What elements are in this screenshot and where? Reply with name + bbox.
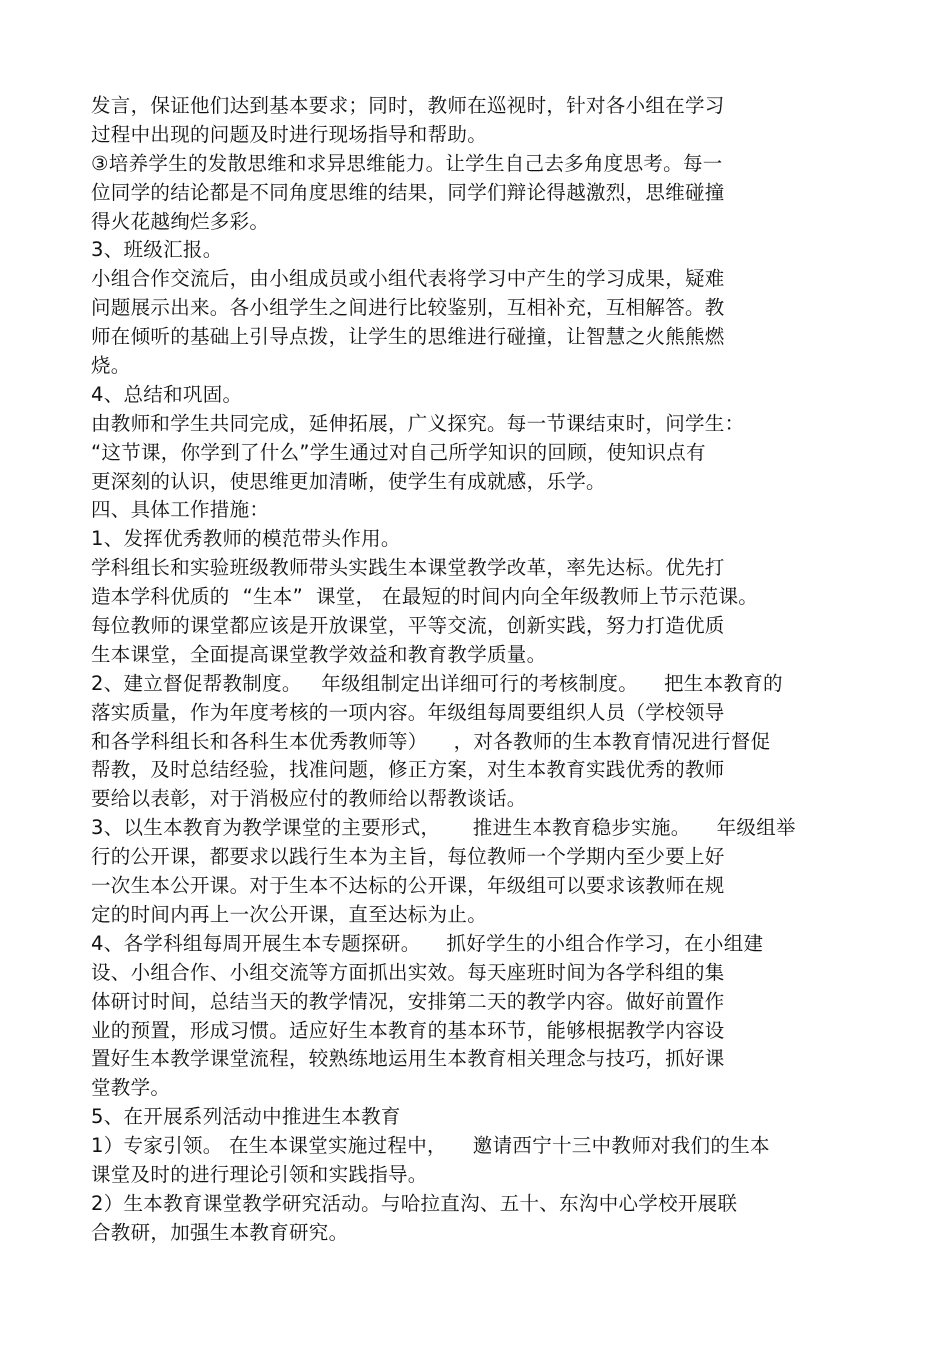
text-line: 合教研，加强生本教育研究。 [91,1220,349,1244]
text-line: 行的公开课，都要求以践行生本为主旨，每位教师一个学期内至少要上好 [91,845,725,869]
text-line: 学科组长和实验班级教师带头实践生本课堂教学改革，率先达标。优先打 [91,556,725,580]
text-line: 堂教学。 [91,1076,171,1100]
text-line: 业的预置，形成习惯。适应好生本教育的基本环节，能够根据教学内容设 [91,1018,725,1042]
text-line: 要给以表彰，对于消极应付的教师给以帮教谈话。 [91,787,527,811]
text-line: 位同学的结论都是不同角度思维的结果，同学们辩论得越激烈，思维碰撞 [91,180,725,204]
text-line: 由教师和学生共同完成，延伸拓展，广义探究。每一节课结束时，问学生： [91,411,745,435]
text-line: 得火花越绚烂多彩。 [91,209,270,233]
text-line: ③培养学生的发散思维和求异思维能力。让学生自己去多角度思考。每一 [91,151,723,175]
text-line: “这节课，你学到了什么”学生通过对自己所学知识的回顾，使知识点有 [91,440,706,464]
document-body [91,92,871,1248]
section-heading: 5、在开展系列活动中推进生本教育 [91,1105,401,1129]
text-line: 生本课堂，全面提高课堂教学效益和教育教学质量。 [91,642,547,666]
text-line: 课堂及时的进行理论引领和实践指导。 [91,1162,428,1186]
text-line: 帮教，及时总结经验，找准问题，修正方案，对生本教育实践优秀的教师 [91,758,725,782]
section-heading: 2、建立督促帮教制度。 年级组制定出详细可行的考核制度。 把生本教育的 [91,671,783,695]
text-line: 更深刻的认识，使思维更加清晰，使学生有成就感，乐学。 [91,469,606,493]
text-line: 设、小组合作、小组交流等方面抓出实效。每天座班时间为各学科组的集 [91,960,725,984]
section-heading: 4、总结和巩固。 [91,382,243,406]
text-line: 造本学科优质的 “生本” 课堂， 在最短的时间内向全年级教师上节示范课。 [91,585,759,609]
text-line: 体研讨时间，总结当天的教学情况，安排第二天的教学内容。做好前置作 [91,989,725,1013]
text-line: 小组合作交流后，由小组成员或小组代表将学习中产生的学习成果，疑难 [91,267,725,291]
text-line: 和各学科组长和各科生本优秀教师等） ，对各教师的生本教育情况进行督促 [91,729,771,753]
section-heading: 四、具体工作措施： [91,498,270,522]
section-heading: 3、班级汇报。 [91,238,223,262]
text-line: 过程中出现的问题及时进行现场指导和帮助。 [91,122,488,146]
section-heading: 3、以生本教育为教学课堂的主要形式， 推进生本教育稳步实施。 年级组举 [91,816,796,840]
text-line: 一次生本公开课。对于生本不达标的公开课，年级组可以要求该教师在规 [91,874,725,898]
text-line: 置好生本教学课堂流程，较熟练地运用生本教育相关理念与技巧，抓好课 [91,1047,725,1071]
text-line: 发言，保证他们达到基本要求；同时，教师在巡视时，针对各小组在学习 [91,94,725,117]
text-line: 每位教师的课堂都应该是开放课堂，平等交流，创新实践，努力打造优质 [91,614,725,638]
text-line: 定的时间内再上一次公开课，直至达标为止。 [91,902,488,926]
text-line: 烧。 [91,354,131,378]
section-heading: 4、各学科组每周开展生本专题探研。 抓好学生的小组合作学习，在小组建 [91,931,764,955]
text-line: 师在倾听的基础上引导点拨，让学生的思维进行碰撞，让智慧之火熊熊燃 [91,325,725,349]
section-heading: 1、发挥优秀教师的模范带头作用。 [91,527,401,551]
text-line: 2）生本教育课堂教学研究活动。与哈拉直沟、五十、东沟中心学校开展联 [91,1191,738,1215]
text-line: 落实质量，作为年度考核的一项内容。年级组每周要组织人员（学校领导 [91,700,725,724]
text-line: 问题展示出来。各小组学生之间进行比较鉴别，互相补充，互相解答。教 [91,296,725,320]
text-line: 1）专家引领。 在生本课堂实施过程中， 邀请西宁十三中教师对我们的生本 [91,1134,770,1158]
